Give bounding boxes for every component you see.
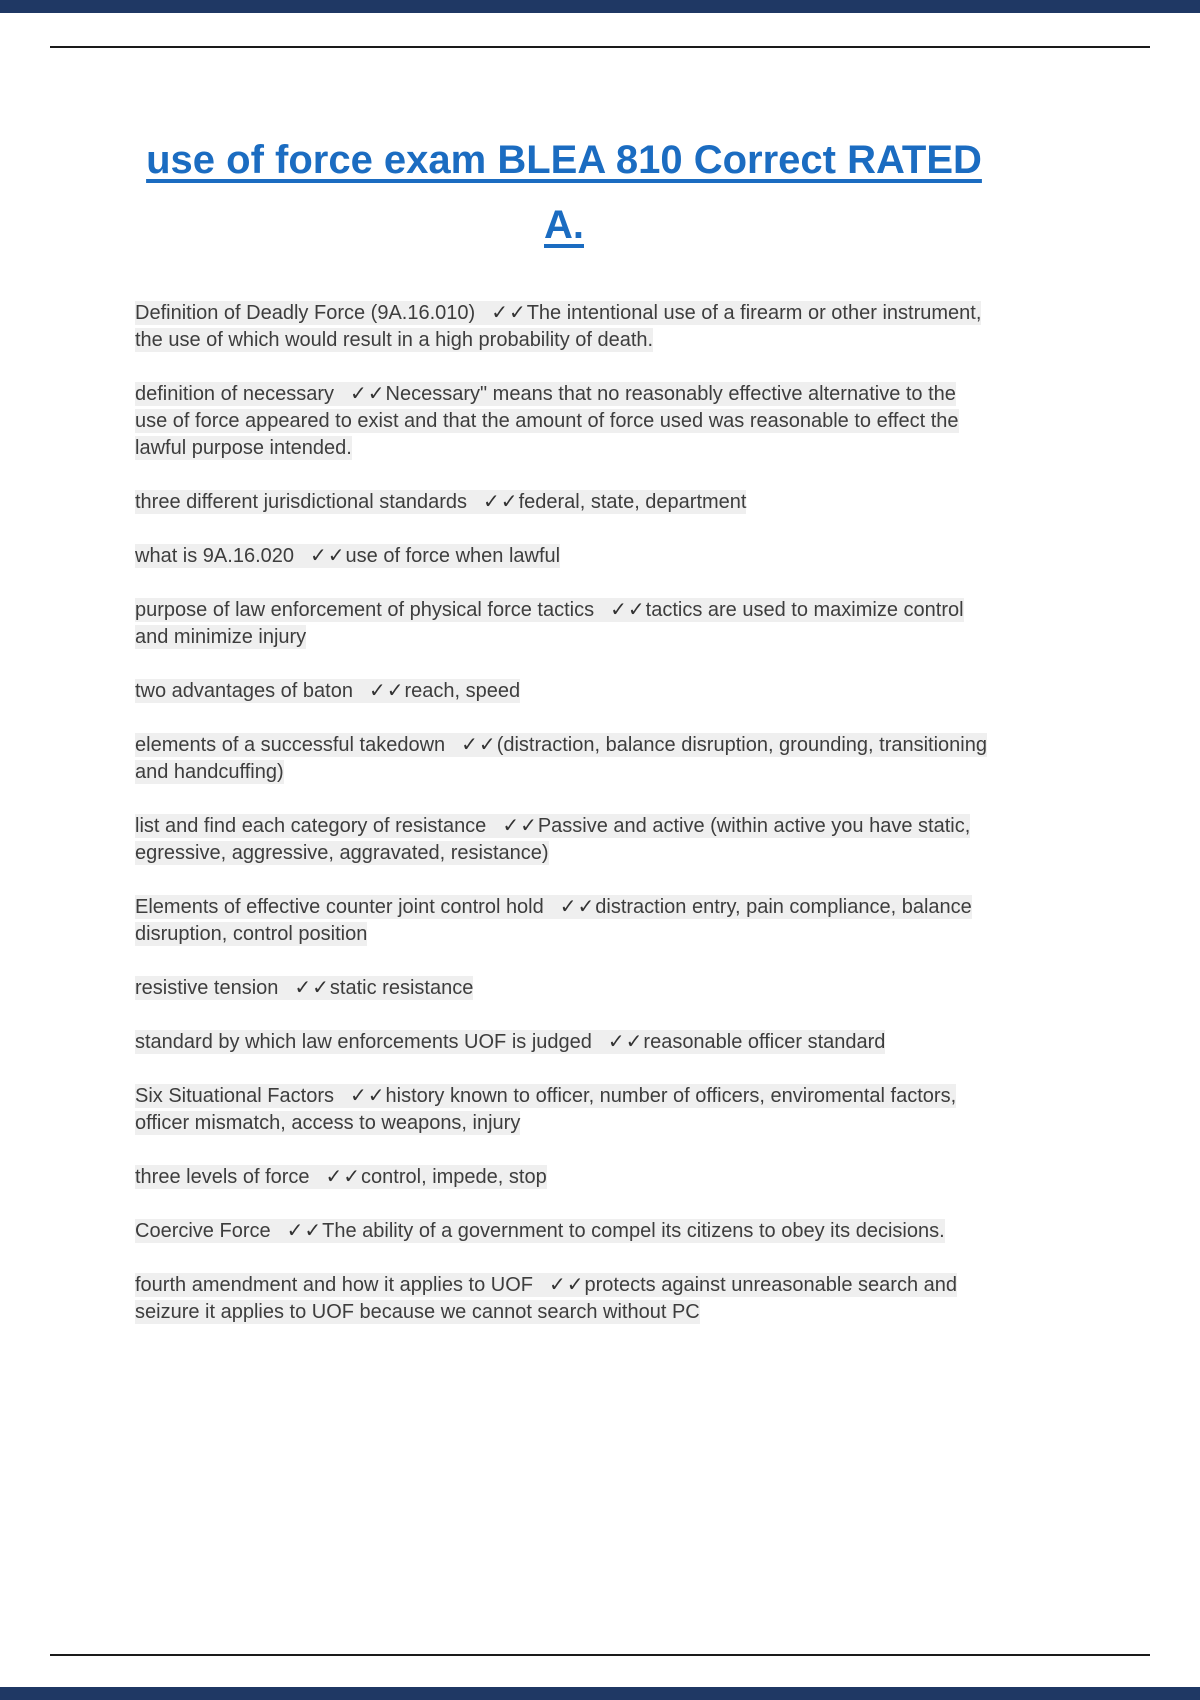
footer-divider-line xyxy=(50,1654,1150,1656)
answer-text: control, impede, stop xyxy=(361,1165,547,1188)
question-text: Coercive Force xyxy=(135,1219,271,1242)
answer-text: The ability of a government to compel its citizens to obey its decisions. xyxy=(322,1219,945,1242)
qa-item xyxy=(135,975,993,1002)
checkmarks: ✓✓ xyxy=(325,1165,362,1188)
qa-item xyxy=(135,489,993,516)
checkmarks: ✓✓ xyxy=(368,679,405,702)
document-body xyxy=(135,128,993,1353)
answer-text: Passive and active (within active you have static, egressive, aggressive, aggravated, resistance) xyxy=(135,814,971,864)
answer-text: history known to officer, number of officers, enviromental factors, officer mismatch, access to weapons, injury xyxy=(135,1084,957,1134)
question-text: definition of necessary xyxy=(135,382,335,405)
checkmarks: ✓✓ xyxy=(310,544,346,567)
question-text: what is 9A.16.020 xyxy=(135,544,294,567)
question-text: three different jurisdictional standards xyxy=(135,490,468,513)
question-text: Definition of Deadly Force (9A.16.010) xyxy=(135,301,476,324)
qa-item xyxy=(135,1272,993,1326)
checkmarks: ✓✓ xyxy=(349,1084,386,1107)
question-text: two advantages of baton xyxy=(135,679,353,702)
answer-text: The intentional use of a firearm or other instrument, the use of which would result in a high probability of death. xyxy=(135,301,982,351)
checkmarks: ✓✓ xyxy=(461,733,497,756)
answer-text: distraction entry, pain compliance, balance disruption, control position xyxy=(135,895,972,945)
question-text: purpose of law enforcement of physical force tactics xyxy=(135,598,595,621)
qa-item xyxy=(135,894,993,948)
checkmarks: ✓✓ xyxy=(559,895,596,918)
page-title: use of force exam BLEA 810 Correct RATED A. xyxy=(146,138,982,247)
checkmarks: ✓✓ xyxy=(607,1030,644,1053)
checkmarks: ✓✓ xyxy=(350,382,386,405)
qa-item xyxy=(135,813,993,867)
qa-item xyxy=(135,543,993,570)
checkmarks: ✓✓ xyxy=(483,490,519,513)
question-text: resistive tension xyxy=(135,976,279,999)
qa-item xyxy=(135,597,993,651)
question-text: Six Situational Factors xyxy=(135,1084,334,1107)
answer-text: (distraction, balance disruption, grounding, transitioning and handcuffing) xyxy=(135,733,987,783)
page-top-accent-bar xyxy=(0,0,1200,13)
checkmarks: ✓✓ xyxy=(549,1273,585,1296)
checkmarks: ✓✓ xyxy=(610,598,646,621)
qa-item xyxy=(135,1218,993,1245)
checkmarks: ✓✓ xyxy=(294,976,330,999)
question-text: standard by which law enforcements UOF is judged xyxy=(135,1030,592,1053)
qa-item xyxy=(135,678,993,705)
question-text: three levels of force xyxy=(135,1165,310,1188)
checkmarks: ✓✓ xyxy=(286,1219,323,1242)
checkmarks: ✓✓ xyxy=(502,814,538,837)
answer-text: reasonable officer standard xyxy=(643,1030,886,1053)
answer-text: reach, speed xyxy=(404,679,521,702)
question-text: list and find each category of resistance xyxy=(135,814,487,837)
question-text: fourth amendment and how it applies to UOF xyxy=(135,1273,533,1296)
checkmarks: ✓✓ xyxy=(491,301,527,324)
page-bottom-accent-bar xyxy=(0,1687,1200,1700)
header-divider-line xyxy=(50,46,1150,48)
question-text: Elements of effective counter joint control hold xyxy=(135,895,544,918)
qa-item xyxy=(135,300,993,354)
answer-text: Necessary" means that no reasonably effective alternative to the use of force appeared to exist and that the amount of force used was reasonable to effect the lawful purpose intended. xyxy=(135,382,959,459)
qa-item xyxy=(135,1029,993,1056)
answer-text: use of force when lawful xyxy=(345,544,561,567)
answer-text: federal, state, department xyxy=(518,490,747,513)
answer-text: static resistance xyxy=(329,976,474,999)
question-text: elements of a successful takedown xyxy=(135,733,446,756)
qa-item xyxy=(135,732,993,786)
qa-item xyxy=(135,1083,993,1137)
qa-item xyxy=(135,1164,993,1191)
qa-item xyxy=(135,381,993,462)
answer-text: protects against unreasonable search and seizure it applies to UOF because we cannot search without PC xyxy=(135,1273,957,1323)
answer-text: tactics are used to maximize control and minimize injury xyxy=(135,598,964,648)
